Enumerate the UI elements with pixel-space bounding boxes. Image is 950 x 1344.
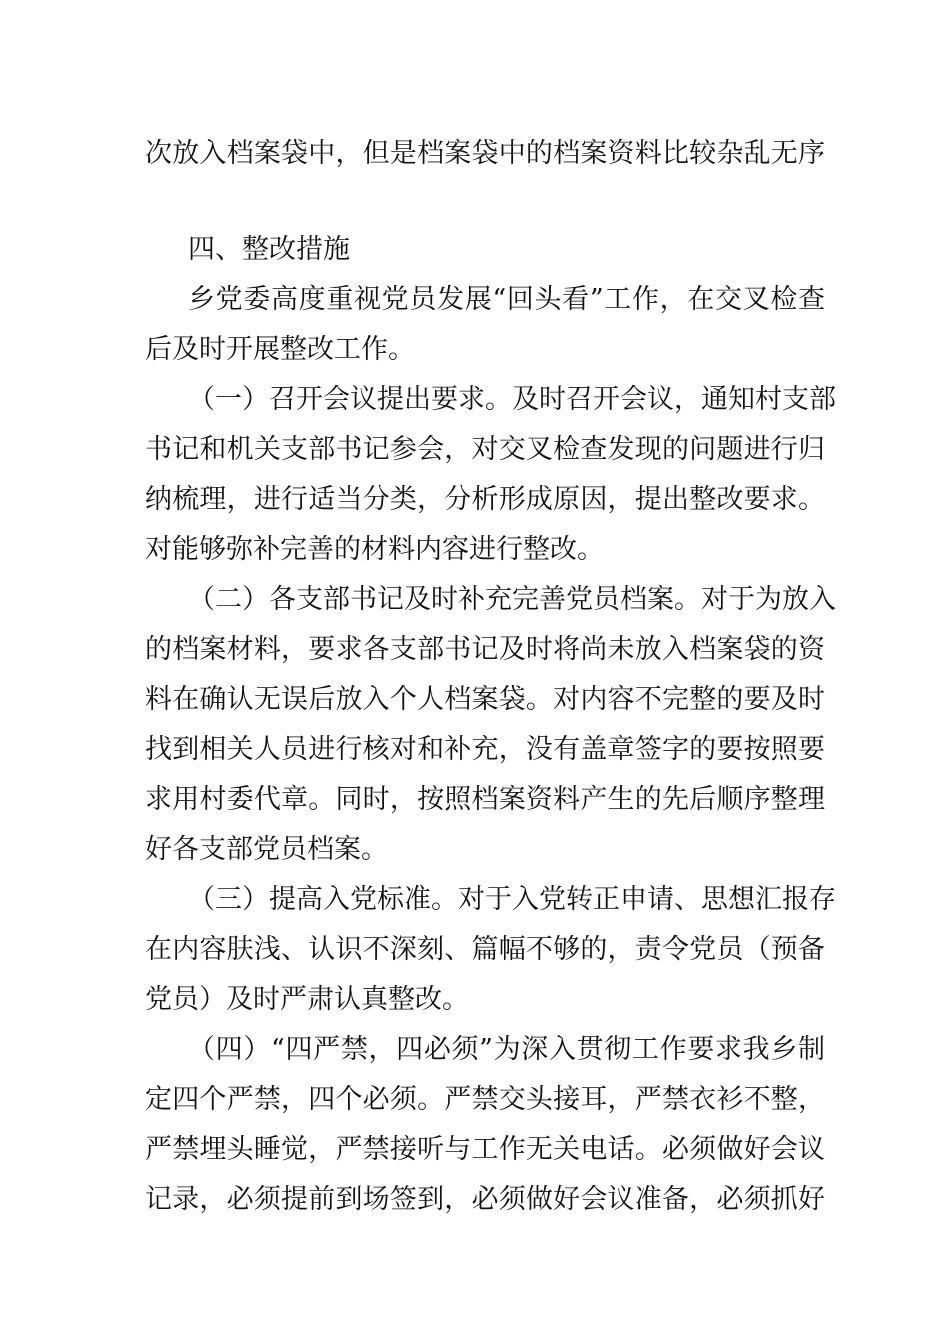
text-line: 次放入档案袋中，但是档案袋中的档案资料比较杂乱无序 xyxy=(145,138,825,169)
text-line: 好各支部党员档案。 xyxy=(145,834,388,865)
text-line: 书记和机关支部书记参会，对交叉检查发现的问题进行归 xyxy=(145,434,825,465)
text-line: 记录，必须提前到场签到，必须做好会议准备，必须抓好 xyxy=(145,1184,825,1215)
text-line: （四）“四严禁，四必须”为深入贯彻工作要求我乡制 xyxy=(188,1034,825,1065)
text-line: 料在确认无误后放入个人档案袋。对内容不完整的要及时 xyxy=(145,684,825,715)
text-line: 严禁埋头睡觉，严禁接听与工作无关电话。必须做好会议 xyxy=(145,1134,825,1165)
text-line: 对能够弥补完善的材料内容进行整改。 xyxy=(145,534,604,565)
text-line: （一）召开会议提出要求。及时召开会议，通知村支部 xyxy=(188,384,836,415)
text-line: （三）提高入党标准。对于入党转正申请、思想汇报存 xyxy=(188,884,836,915)
text-line: 定四个严禁，四个必须。严禁交头接耳，严禁衣衫不整， xyxy=(145,1084,825,1115)
text-line: 在内容肤浅、认识不深刻、篇幅不够的，责令党员（预备 xyxy=(145,934,825,965)
section-heading: 四、整改措施 xyxy=(188,234,350,265)
text-line: 乡党委高度重视党员发展“回头看”工作，在交叉检查 xyxy=(188,284,825,315)
text-line: （二）各支部书记及时补充完善党员档案。对于为放入 xyxy=(188,584,836,615)
text-line: 求用村委代章。同时，按照档案资料产生的先后顺序整理 xyxy=(145,784,825,815)
text-line: 后及时开展整改工作。 xyxy=(145,334,415,365)
text-line: 的档案材料，要求各支部书记及时将尚未放入档案袋的资 xyxy=(145,634,825,665)
text-line: 纳梳理，进行适当分类，分析形成原因，提出整改要求。 xyxy=(145,484,825,515)
text-line: 党员）及时严肃认真整改。 xyxy=(145,984,469,1015)
text-line: 找到相关人员进行核对和补充，没有盖章签字的要按照要 xyxy=(145,734,825,765)
